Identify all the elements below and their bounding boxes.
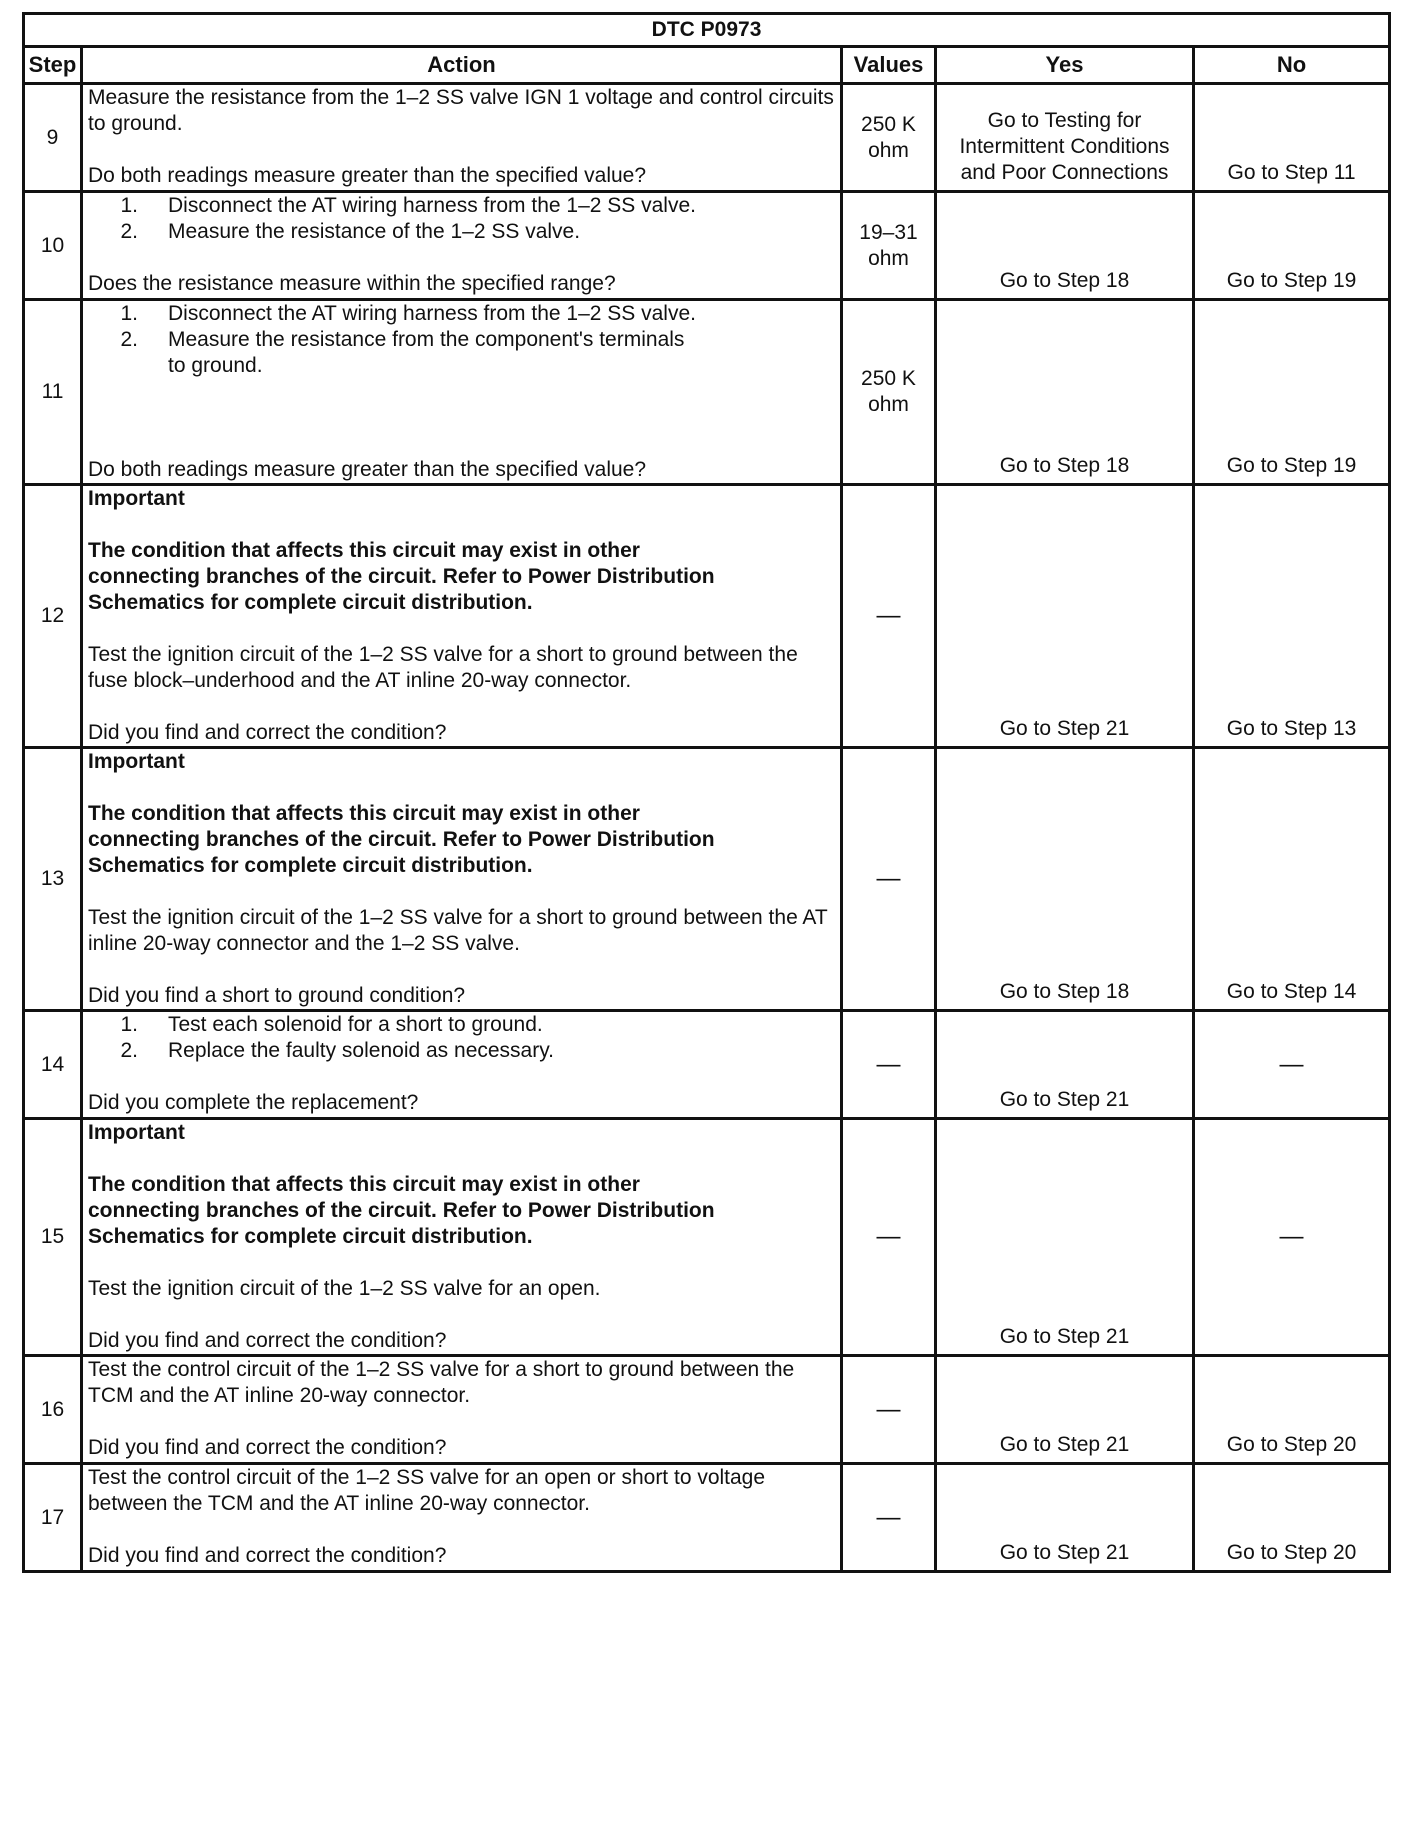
action-question: Did you find and correct the condition? — [88, 1436, 447, 1459]
yes-cell: Go to Step 21 — [936, 1356, 1194, 1464]
no-cell: Go to Step 13 — [1194, 485, 1390, 748]
action-question: Does the resistance measure within the specified range? — [88, 272, 616, 295]
table-row — [24, 300, 1390, 485]
important-note: The condition that affects this circuit may exist in other connecting branches of the circuit. Refer to Power Distribution Schematics for complete circuit distribution. — [88, 802, 715, 877]
action-question: Do both readings measure greater than the specified value? — [88, 458, 647, 481]
list-item: 1. Test each solenoid for a short to ground. — [120, 1013, 543, 1036]
action-instruction: Measure the resistance from the 1–2 SS valve IGN 1 voltage and control circuits to ground. — [88, 86, 834, 135]
action-instruction: Test the control circuit of the 1–2 SS valve for a short to ground between the TCM and the AT inline 20-way connector. — [88, 1358, 795, 1407]
table-row — [24, 1119, 1390, 1356]
value-cell: — — [842, 1011, 936, 1119]
header-no: No — [1194, 47, 1390, 84]
step-number: 12 — [24, 485, 82, 748]
header-step: Step — [24, 47, 82, 84]
important-label: Important — [88, 750, 185, 773]
action-cell — [82, 1119, 842, 1356]
table-row — [24, 84, 1390, 192]
value-cell: 19–31 ohm — [842, 192, 936, 300]
yes-cell: Go to Step 21 — [936, 1011, 1194, 1119]
action-instruction: Test the ignition circuit of the 1–2 SS valve for a short to ground between the fuse block–underhood and the AT inline 20-way connector. — [88, 643, 798, 692]
no-cell: Go to Step 20 — [1194, 1464, 1390, 1572]
table-row — [24, 1356, 1390, 1464]
step-number: 15 — [24, 1119, 82, 1356]
yes-cell: Go to Step 18 — [936, 300, 1194, 485]
no-cell: Go to Step 19 — [1194, 300, 1390, 485]
header-action: Action — [82, 47, 842, 84]
value-cell: — — [842, 1119, 936, 1356]
table-row — [24, 1464, 1390, 1572]
action-instruction: Test the ignition circuit of the 1–2 SS valve for an open. — [88, 1277, 601, 1300]
action-steps — [88, 1012, 836, 1064]
action-cell — [82, 485, 842, 748]
value-cell: — — [842, 485, 936, 748]
action-question: Did you find and correct the condition? — [88, 1544, 447, 1567]
important-label: Important — [88, 1121, 185, 1144]
table-row — [24, 748, 1390, 1011]
action-instruction: Test the ignition circuit of the 1–2 SS valve for a short to ground between the AT inline 20-way connector and the 1–2 SS valve. — [88, 906, 828, 955]
value-cell: — — [842, 1464, 936, 1572]
step-number: 17 — [24, 1464, 82, 1572]
action-question: Do both readings measure greater than the specified value? — [88, 164, 647, 187]
table-title: DTC P0973 — [24, 14, 1390, 47]
list-item: 2. Measure the resistance of the 1–2 SS valve. — [120, 220, 581, 243]
yes-cell: Go to Step 21 — [936, 1464, 1194, 1572]
value-cell: — — [842, 1356, 936, 1464]
step-number: 13 — [24, 748, 82, 1011]
action-cell — [82, 1011, 842, 1119]
header-values: Values — [842, 47, 936, 84]
step-number: 10 — [24, 192, 82, 300]
step-number: 11 — [24, 300, 82, 485]
step-number: 16 — [24, 1356, 82, 1464]
action-cell — [82, 84, 842, 192]
no-cell: Go to Step 11 — [1194, 84, 1390, 192]
value-cell: 250 K ohm — [842, 300, 936, 485]
list-item: 1. Disconnect the AT wiring harness from the 1–2 SS valve. — [120, 302, 696, 325]
important-note: The condition that affects this circuit may exist in other connecting branches of the circuit. Refer to Power Distribution Schematics for complete circuit distribution. — [88, 1173, 715, 1248]
table-row — [24, 192, 1390, 300]
list-item: 2. Measure the resistance from the component's terminals to ground. — [120, 328, 685, 377]
yes-cell: Go to Step 21 — [936, 485, 1194, 748]
action-question: Did you complete the replacement? — [88, 1091, 419, 1114]
action-cell — [82, 300, 842, 485]
action-question: Did you find and correct the condition? — [88, 721, 447, 744]
no-cell: — — [1194, 1119, 1390, 1356]
diagnostic-table — [22, 12, 1391, 1573]
list-item: 2. Replace the faulty solenoid as necessary. — [120, 1039, 554, 1062]
list-item: 1. Disconnect the AT wiring harness from the 1–2 SS valve. — [120, 194, 696, 217]
table-row — [24, 1011, 1390, 1119]
no-cell: — — [1194, 1011, 1390, 1119]
action-instruction: Test the control circuit of the 1–2 SS valve for an open or short to voltage between the TCM and the AT inline 20-way connector. — [88, 1466, 766, 1515]
value-cell: — — [842, 748, 936, 1011]
table-row — [24, 485, 1390, 748]
no-cell: Go to Step 14 — [1194, 748, 1390, 1011]
action-cell — [82, 1356, 842, 1464]
no-cell: Go to Step 20 — [1194, 1356, 1390, 1464]
yes-cell: Go to Testing for Intermittent Conditions and Poor Connections — [936, 84, 1194, 192]
important-note: The condition that affects this circuit may exist in other connecting branches of the circuit. Refer to Power Distribution Schematics for complete circuit distribution. — [88, 539, 715, 614]
value-cell: 250 K ohm — [842, 84, 936, 192]
action-question: Did you find and correct the condition? — [88, 1329, 447, 1352]
important-label: Important — [88, 487, 185, 510]
header-yes: Yes — [936, 47, 1194, 84]
yes-cell: Go to Step 18 — [936, 748, 1194, 1011]
action-steps — [88, 193, 836, 245]
step-number: 9 — [24, 84, 82, 192]
step-number: 14 — [24, 1011, 82, 1119]
yes-cell: Go to Step 21 — [936, 1119, 1194, 1356]
no-cell: Go to Step 19 — [1194, 192, 1390, 300]
action-steps — [88, 301, 836, 379]
action-cell — [82, 748, 842, 1011]
action-cell — [82, 1464, 842, 1572]
yes-cell: Go to Step 18 — [936, 192, 1194, 300]
action-cell — [82, 192, 842, 300]
action-question: Did you find a short to ground condition? — [88, 984, 466, 1007]
